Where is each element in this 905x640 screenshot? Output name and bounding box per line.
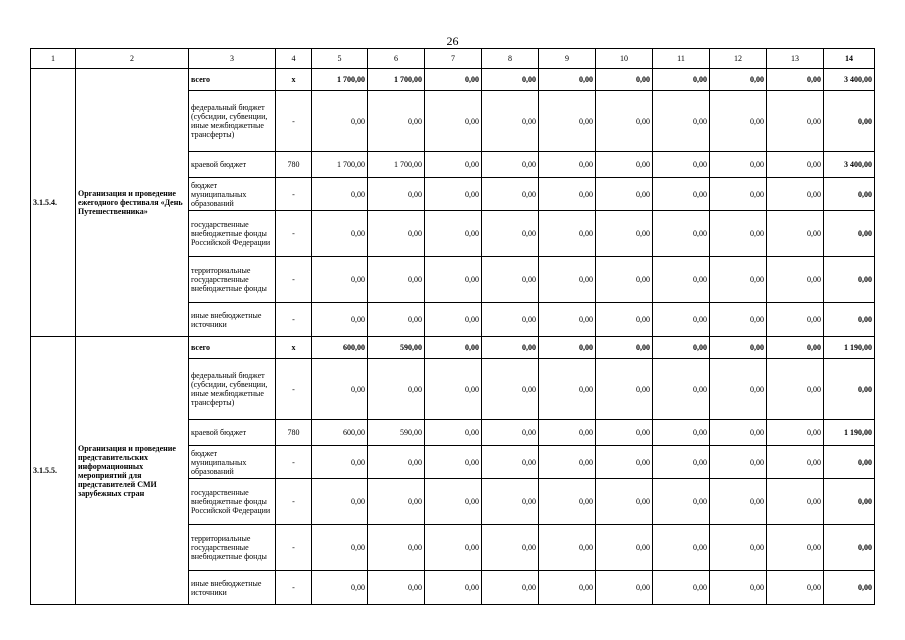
amount-cell: 0,00 xyxy=(482,211,539,257)
header-cell: 11 xyxy=(653,49,710,69)
amount-cell: 1 700,00 xyxy=(312,69,368,91)
amount-cell: 0,00 xyxy=(368,525,425,571)
amount-cell: 0,00 xyxy=(710,359,767,420)
amount-cell: 590,00 xyxy=(368,420,425,446)
budget-code: - xyxy=(276,479,312,525)
amount-cell: 0,00 xyxy=(482,337,539,359)
amount-cell: 0,00 xyxy=(539,571,596,605)
row-total-cell: 1 190,00 xyxy=(824,420,875,446)
amount-cell: 0,00 xyxy=(539,211,596,257)
amount-cell: 0,00 xyxy=(653,69,710,91)
amount-cell: 0,00 xyxy=(767,152,824,178)
amount-cell: 0,00 xyxy=(596,257,653,303)
amount-cell: 0,00 xyxy=(425,571,482,605)
funding-source: бюджет муниципальных образований xyxy=(189,446,276,479)
header-cell: 5 xyxy=(312,49,368,69)
amount-cell: 0,00 xyxy=(425,178,482,211)
amount-cell: 0,00 xyxy=(710,152,767,178)
amount-cell: 0,00 xyxy=(767,303,824,337)
header-cell: 7 xyxy=(425,49,482,69)
amount-cell: 0,00 xyxy=(653,571,710,605)
amount-cell: 0,00 xyxy=(653,337,710,359)
header-row xyxy=(31,49,875,69)
header-cell: 14 xyxy=(824,49,875,69)
amount-cell: 0,00 xyxy=(653,303,710,337)
budget-code: 780 xyxy=(276,420,312,446)
budget-code: - xyxy=(276,359,312,420)
amount-cell: 0,00 xyxy=(710,420,767,446)
amount-cell: 0,00 xyxy=(653,420,710,446)
amount-cell: 0,00 xyxy=(596,479,653,525)
amount-cell: 0,00 xyxy=(710,178,767,211)
amount-cell: 0,00 xyxy=(710,446,767,479)
amount-cell: 0,00 xyxy=(539,69,596,91)
amount-cell: 0,00 xyxy=(425,69,482,91)
amount-cell: 0,00 xyxy=(710,479,767,525)
amount-cell: 0,00 xyxy=(368,303,425,337)
budget-code: - xyxy=(276,211,312,257)
funding-source: бюджет муниципальных образований xyxy=(189,178,276,211)
budget-code: x xyxy=(276,69,312,91)
amount-cell: 0,00 xyxy=(482,91,539,152)
amount-cell: 1 700,00 xyxy=(368,69,425,91)
amount-cell: 0,00 xyxy=(767,211,824,257)
amount-cell: 0,00 xyxy=(312,446,368,479)
amount-cell: 0,00 xyxy=(482,571,539,605)
amount-cell: 0,00 xyxy=(653,211,710,257)
amount-cell: 0,00 xyxy=(312,571,368,605)
funding-source: федеральный бюджет (субсидии, субвенции, иные межбюджетные трансферты) xyxy=(189,91,276,152)
header-cell: 4 xyxy=(276,49,312,69)
amount-cell: 0,00 xyxy=(596,571,653,605)
amount-cell: 0,00 xyxy=(596,152,653,178)
amount-cell: 0,00 xyxy=(767,69,824,91)
amount-cell: 0,00 xyxy=(482,525,539,571)
header-cell: 3 xyxy=(189,49,276,69)
funding-source: федеральный бюджет (субсидии, субвенции, иные межбюджетные трансферты) xyxy=(189,359,276,420)
budget-code: - xyxy=(276,446,312,479)
amount-cell: 0,00 xyxy=(539,303,596,337)
funding-source: иные внебюджетные источники xyxy=(189,303,276,337)
amount-cell: 0,00 xyxy=(710,91,767,152)
amount-cell: 0,00 xyxy=(539,420,596,446)
amount-cell: 0,00 xyxy=(710,571,767,605)
row-total-cell: 0,00 xyxy=(824,91,875,152)
amount-cell: 0,00 xyxy=(596,178,653,211)
row-total-cell: 0,00 xyxy=(824,257,875,303)
funding-source: всего xyxy=(189,69,276,91)
amount-cell: 0,00 xyxy=(368,359,425,420)
amount-cell: 0,00 xyxy=(596,359,653,420)
amount-cell: 0,00 xyxy=(596,69,653,91)
amount-cell: 0,00 xyxy=(596,420,653,446)
amount-cell: 0,00 xyxy=(312,91,368,152)
budget-code: - xyxy=(276,525,312,571)
amount-cell: 0,00 xyxy=(539,479,596,525)
row-total-cell: 3 400,00 xyxy=(824,69,875,91)
amount-cell: 0,00 xyxy=(596,211,653,257)
amount-cell: 0,00 xyxy=(312,211,368,257)
amount-cell: 0,00 xyxy=(312,479,368,525)
budget-code: - xyxy=(276,257,312,303)
measure-number: 3.1.5.4. xyxy=(31,69,76,337)
amount-cell: 0,00 xyxy=(368,446,425,479)
funding-source: всего xyxy=(189,337,276,359)
table-body xyxy=(31,49,875,605)
amount-cell: 0,00 xyxy=(482,446,539,479)
row-total-cell: 0,00 xyxy=(824,479,875,525)
amount-cell: 0,00 xyxy=(767,91,824,152)
header-cell: 12 xyxy=(710,49,767,69)
amount-cell: 0,00 xyxy=(368,178,425,211)
amount-cell: 590,00 xyxy=(368,337,425,359)
amount-cell: 0,00 xyxy=(482,69,539,91)
amount-cell: 0,00 xyxy=(482,359,539,420)
funding-source: краевой бюджет xyxy=(189,152,276,178)
amount-cell: 0,00 xyxy=(482,420,539,446)
row-total-cell: 1 190,00 xyxy=(824,337,875,359)
header-cell: 2 xyxy=(76,49,189,69)
amount-cell: 0,00 xyxy=(653,152,710,178)
funding-source: территориальные государственные внебюджетные фонды xyxy=(189,257,276,303)
amount-cell: 0,00 xyxy=(425,211,482,257)
amount-cell: 0,00 xyxy=(653,479,710,525)
budget-code: x xyxy=(276,337,312,359)
row-total-cell: 3 400,00 xyxy=(824,152,875,178)
amount-cell: 0,00 xyxy=(482,479,539,525)
amount-cell: 1 700,00 xyxy=(368,152,425,178)
amount-cell: 0,00 xyxy=(368,211,425,257)
amount-cell: 0,00 xyxy=(368,479,425,525)
amount-cell: 600,00 xyxy=(312,420,368,446)
measure-name: Организация и проведение ежегодного фестиваля «День Путешественника» xyxy=(76,69,189,337)
amount-cell: 0,00 xyxy=(539,359,596,420)
amount-cell: 0,00 xyxy=(596,91,653,152)
budget-code: - xyxy=(276,91,312,152)
amount-cell: 0,00 xyxy=(368,571,425,605)
amount-cell: 0,00 xyxy=(653,91,710,152)
amount-cell: 0,00 xyxy=(596,446,653,479)
amount-cell: 0,00 xyxy=(767,571,824,605)
amount-cell: 0,00 xyxy=(710,257,767,303)
amount-cell: 0,00 xyxy=(539,152,596,178)
amount-cell: 0,00 xyxy=(710,337,767,359)
budget-code: - xyxy=(276,178,312,211)
row-total-cell: 0,00 xyxy=(824,211,875,257)
amount-cell: 0,00 xyxy=(539,257,596,303)
total-row xyxy=(31,337,875,359)
row-total-cell: 0,00 xyxy=(824,571,875,605)
amount-cell: 0,00 xyxy=(596,303,653,337)
amount-cell: 0,00 xyxy=(425,91,482,152)
amount-cell: 0,00 xyxy=(767,420,824,446)
amount-cell: 0,00 xyxy=(653,257,710,303)
amount-cell: 0,00 xyxy=(596,337,653,359)
amount-cell: 0,00 xyxy=(425,152,482,178)
amount-cell: 0,00 xyxy=(482,152,539,178)
budget-code: - xyxy=(276,571,312,605)
row-total-cell: 0,00 xyxy=(824,303,875,337)
funding-source: территориальные государственные внебюджетные фонды xyxy=(189,525,276,571)
page-number: 26 xyxy=(446,34,459,48)
amount-cell: 0,00 xyxy=(425,525,482,571)
amount-cell: 0,00 xyxy=(767,446,824,479)
amount-cell: 0,00 xyxy=(767,257,824,303)
amount-cell: 0,00 xyxy=(710,69,767,91)
amount-cell: 0,00 xyxy=(368,257,425,303)
total-row xyxy=(31,69,875,91)
amount-cell: 0,00 xyxy=(539,91,596,152)
amount-cell: 0,00 xyxy=(653,359,710,420)
amount-cell: 0,00 xyxy=(710,211,767,257)
amount-cell: 0,00 xyxy=(710,303,767,337)
funding-source: краевой бюджет xyxy=(189,420,276,446)
amount-cell: 0,00 xyxy=(653,525,710,571)
row-total-cell: 0,00 xyxy=(824,525,875,571)
amount-cell: 0,00 xyxy=(767,479,824,525)
funding-source: государственные внебюджетные фонды Российской Федерации xyxy=(189,211,276,257)
amount-cell: 0,00 xyxy=(482,257,539,303)
amount-cell: 0,00 xyxy=(767,525,824,571)
amount-cell: 0,00 xyxy=(482,178,539,211)
budget-code: 780 xyxy=(276,152,312,178)
amount-cell: 0,00 xyxy=(539,178,596,211)
header-cell: 9 xyxy=(539,49,596,69)
amount-cell: 0,00 xyxy=(312,178,368,211)
amount-cell: 0,00 xyxy=(425,257,482,303)
funding-source: государственные внебюджетные фонды Российской Федерации xyxy=(189,479,276,525)
funding-source: иные внебюджетные источники xyxy=(189,571,276,605)
budget-table xyxy=(30,48,875,605)
amount-cell: 0,00 xyxy=(767,178,824,211)
measure-number: 3.1.5.5. xyxy=(31,337,76,605)
amount-cell: 600,00 xyxy=(312,337,368,359)
header-cell: 6 xyxy=(368,49,425,69)
row-total-cell: 0,00 xyxy=(824,359,875,420)
header-cell: 13 xyxy=(767,49,824,69)
header-cell: 10 xyxy=(596,49,653,69)
amount-cell: 0,00 xyxy=(425,479,482,525)
measure-name: Организация и проведение представительских информационных мероприятий для представителей СМИ зарубежных стран xyxy=(76,337,189,605)
amount-cell: 0,00 xyxy=(539,337,596,359)
amount-cell: 0,00 xyxy=(653,178,710,211)
amount-cell: 0,00 xyxy=(312,257,368,303)
amount-cell: 0,00 xyxy=(596,525,653,571)
amount-cell: 0,00 xyxy=(767,359,824,420)
amount-cell: 0,00 xyxy=(539,525,596,571)
amount-cell: 0,00 xyxy=(425,337,482,359)
amount-cell: 0,00 xyxy=(312,525,368,571)
amount-cell: 0,00 xyxy=(653,446,710,479)
amount-cell: 0,00 xyxy=(312,303,368,337)
amount-cell: 0,00 xyxy=(425,359,482,420)
amount-cell: 0,00 xyxy=(425,420,482,446)
amount-cell: 0,00 xyxy=(539,446,596,479)
budget-code: - xyxy=(276,303,312,337)
amount-cell: 0,00 xyxy=(482,303,539,337)
amount-cell: 0,00 xyxy=(312,359,368,420)
amount-cell: 0,00 xyxy=(368,91,425,152)
amount-cell: 0,00 xyxy=(767,337,824,359)
amount-cell: 0,00 xyxy=(425,446,482,479)
amount-cell: 0,00 xyxy=(710,525,767,571)
amount-cell: 0,00 xyxy=(425,303,482,337)
amount-cell: 1 700,00 xyxy=(312,152,368,178)
row-total-cell: 0,00 xyxy=(824,178,875,211)
row-total-cell: 0,00 xyxy=(824,446,875,479)
header-cell: 1 xyxy=(31,49,76,69)
header-cell: 8 xyxy=(482,49,539,69)
